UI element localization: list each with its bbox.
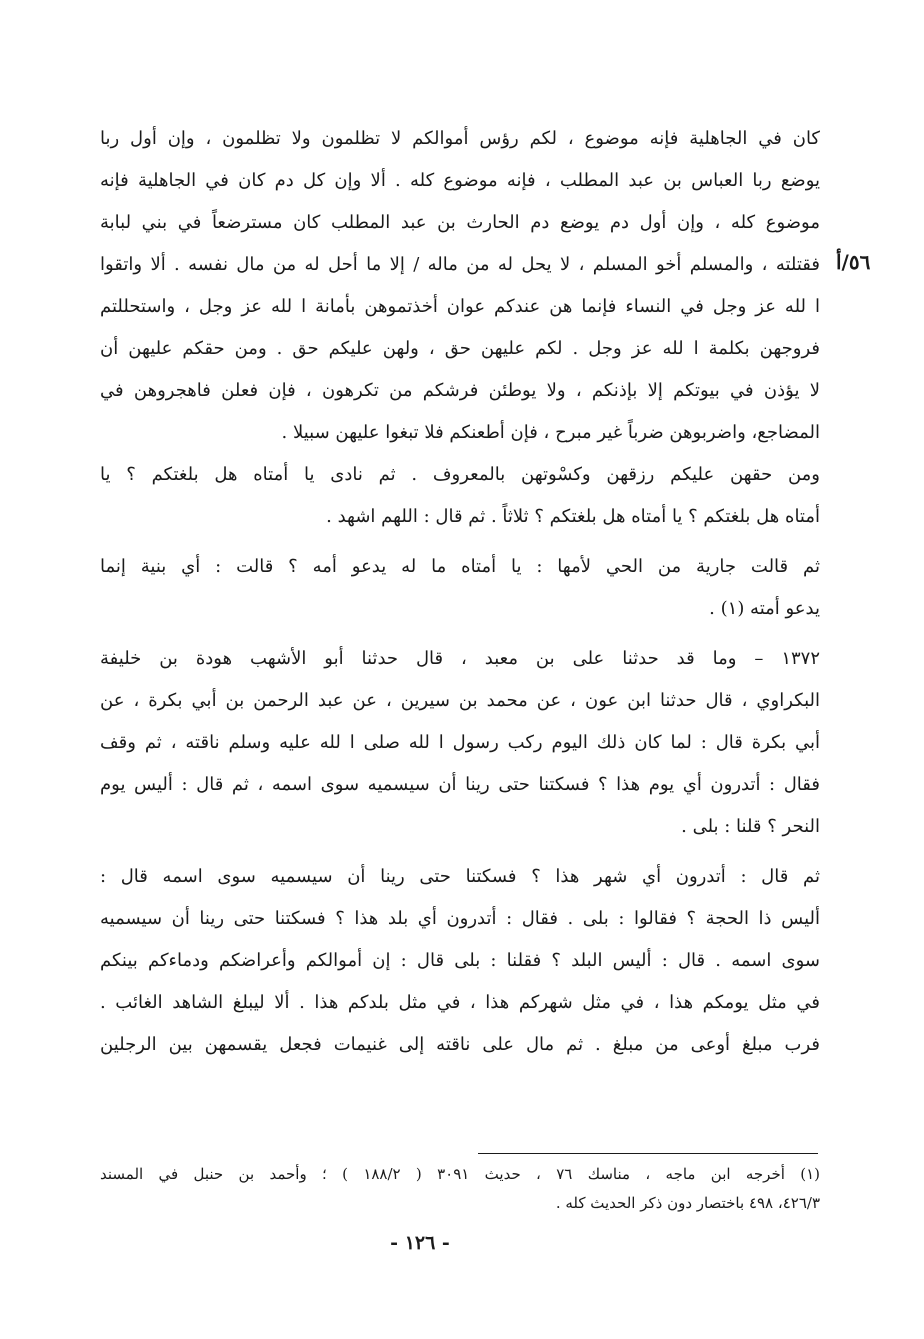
- text-line: النحر ؟ قلنا : بلى .: [681, 816, 820, 837]
- hadith-number-line: ١٣٧٢ – وما قد حدثنا على بن معبد ، قال حدثنا أبو الأشهب هودة بن خليفة: [100, 648, 820, 669]
- text-line: سوى اسمه . قال : أليس البلد ؟ فقلنا : بلى قال : إن أموالكم وأعراضكم ودماءكم بينكم: [100, 950, 820, 971]
- text-line: ثم قالت جارية من الحي لأمها : يا أمتاه ما له يدعو أمه ؟ قالت : أي بنية إنما: [100, 556, 820, 577]
- text-line: لا يؤذن في بيوتكم إلا بإذنكم ، ولا يوطئن فرشكم من تكرهون ، فإن فعلن فاهجروهن في: [100, 380, 820, 401]
- text-line: ا لله عز وجل في النساء فإنما هن عندكم عوان أخذتموهن بأمانة ا لله عز وجل ، واستحللتم: [100, 296, 820, 317]
- footnotes: [100, 1160, 820, 1218]
- text-line: البكراوي ، قال حدثنا ابن عون ، عن محمد بن سيرين ، عن عبد الرحمن بن أبي بكرة ، عن: [100, 690, 820, 711]
- text-line: ثم قال : أتدرون أي شهر هذا ؟ فسكتنا حتى رينا أن سيسميه سوى اسمه قال :: [100, 866, 820, 887]
- text-line: موضوع كله ، وإن أول دم يوضع دم الحارث بن عبد المطلب كان مسترضعاً في بني لبابة: [100, 212, 820, 233]
- text-line: أمتاه هل بلغتكم ؟ يا أمتاه هل بلغتكم ؟ ثلاثاً . ثم قال : اللهم اشهد .: [326, 506, 820, 527]
- text-line: كان في الجاهلية فإنه موضوع ، لكم رؤس أموالكم لا تظلمون ولا تظلمون ، وإن أول ربا: [100, 128, 820, 149]
- manuscript-folio-marker: ٥٦/أ: [836, 250, 871, 274]
- page-number: - ١٢٦ -: [390, 1232, 450, 1254]
- text-line: فرب مبلغ أوعى من مبلغ . ثم مال على ناقته إلى غنيمات فجعل يقسمهن بين الرجلين: [100, 1034, 820, 1055]
- text-line: يدعو أمته (١) .: [709, 598, 820, 619]
- text-line: في مثل يومكم هذا ، في مثل شهركم هذا ، في مثل بلدكم هذا . ألا ليبلغ الشاهد الغائب .: [100, 992, 820, 1013]
- text-line: أبي بكرة قال : لما كان ذلك اليوم ركب رسول ا لله صلى ا لله عليه وسلم ناقته ، ثم وقف: [100, 732, 820, 753]
- text-line: المضاجع، واضربوهن ضرباً غير مبرح ، فإن أطعنكم فلا تبغوا عليهن سبيلا .: [281, 422, 820, 443]
- text-line: يوضع ربا العباس بن عبد المطلب ، فإنه موضوع كله . ألا وإن كل دم كان في الجاهلية فإنه: [100, 170, 820, 191]
- text-line: فقتلته ، والمسلم أخو المسلم ، لا يحل له من ماله / إلا ما أحل له من مال نفسه . ألا واتقوا: [100, 254, 820, 275]
- text-line: فقال : أتدرون أي يوم هذا ؟ فسكتنا حتى رينا أن سيسميه سوى اسمه ، ثم قال : أليس يوم: [100, 774, 820, 795]
- main-text: [100, 118, 820, 1066]
- footnote-line: (١) أخرجه ابن ماجه ، مناسك ٧٦ ، حديث ٣٠٩١ ( ١٨٨/٢ ) ؛ وأحمد بن حنبل في المسند: [100, 1165, 820, 1183]
- footnote-divider: [478, 1153, 818, 1154]
- footnote-line: ٤٢٦/٣، ٤٩٨ باختصار دون ذكر الحديث كله .: [555, 1194, 820, 1212]
- text-line: فروجهن بكلمة ا لله عز وجل . لكم عليهن حق ، ولهن عليكم حق . ومن حقكم عليهن أن: [100, 338, 820, 359]
- text-line: أليس ذا الحجة ؟ فقالوا : بلى . فقال : أتدرون أي بلد هذا ؟ فسكتنا حتى رينا أن سيسميه: [100, 908, 820, 929]
- text-line: ومن حقهن عليكم رزقهن وكسْوتهن بالمعروف . ثم نادى يا أمتاه هل بلغتكم ؟ يا: [100, 464, 820, 485]
